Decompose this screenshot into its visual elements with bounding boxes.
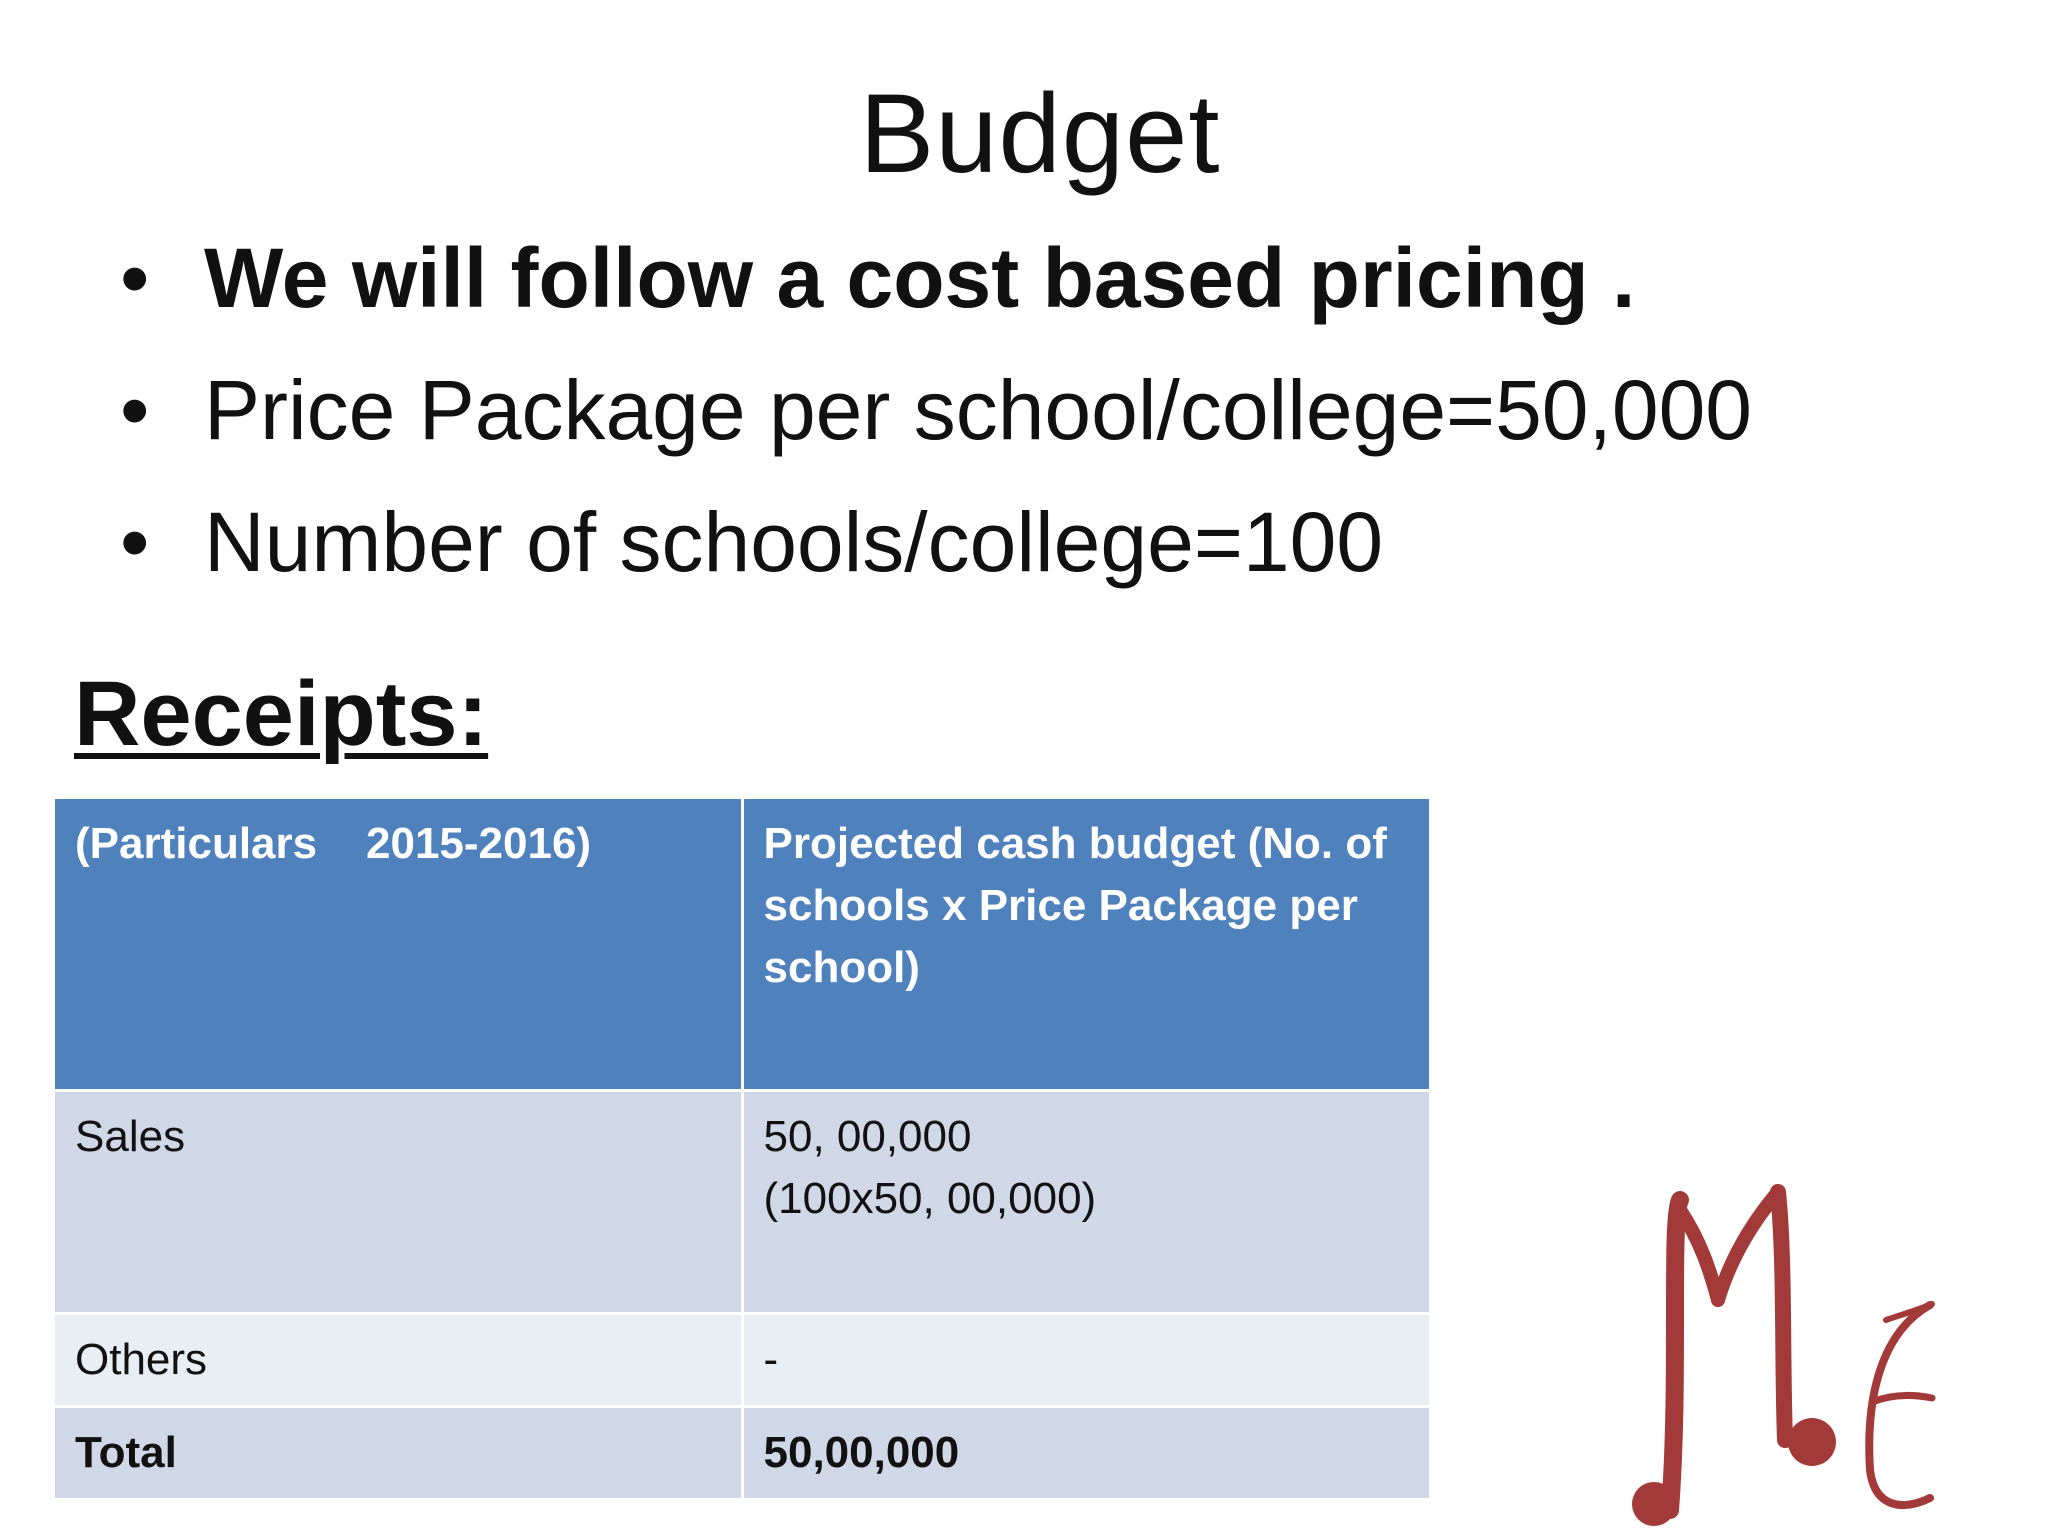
table-row — [54, 1407, 1431, 1500]
others-label: Others — [75, 1335, 208, 1384]
header-particulars — [54, 798, 743, 1091]
total-value: 50,00,000 — [763, 1428, 960, 1477]
row-label-sales — [54, 1091, 743, 1314]
row-value-total — [742, 1407, 1431, 1500]
bullet-item-number-of-schools: • Number of schools/college=100 — [120, 476, 1920, 608]
logo-note-dot-left — [1632, 1482, 1676, 1526]
bullet-item-pricing: • We will follow a cost based pricing . — [120, 212, 1920, 344]
header-projected-budget — [742, 798, 1431, 1091]
row-label-others — [54, 1314, 743, 1407]
row-value-sales — [742, 1091, 1431, 1314]
logo-m-diagonal-left — [1680, 1210, 1718, 1300]
bullet-list — [120, 212, 1920, 608]
row-label-total — [54, 1407, 743, 1500]
bullet-item-price-package: • Price Package per school/college=50,000 — [120, 344, 1920, 476]
header-projected-budget-text: Projected cash budget (No. of schools x Price Package per school) — [763, 819, 1400, 992]
sales-value: 50, 00,000 (100x50, 00,000) — [763, 1112, 1097, 1223]
logo-e-spine — [1869, 1305, 1930, 1505]
receipts-heading: Receipts: — [74, 663, 489, 765]
table-row — [54, 1314, 1431, 1407]
logo-e-middle — [1872, 1395, 1932, 1402]
others-value: - — [763, 1335, 779, 1384]
logo-m-diagonal-right — [1718, 1192, 1778, 1300]
row-value-others — [742, 1314, 1431, 1407]
total-label: Total — [75, 1428, 177, 1477]
sales-label: Sales — [75, 1112, 186, 1161]
logo-m-right-stem — [1778, 1192, 1785, 1440]
receipts-table — [52, 796, 1432, 1501]
logo-note-dot-right — [1788, 1418, 1836, 1466]
table-header-row — [54, 798, 1431, 1091]
me-logo — [1600, 1180, 1960, 1530]
header-particulars-text: (Particulars 2015-2016) — [75, 819, 592, 868]
table-row — [54, 1091, 1431, 1314]
slide-title: Budget — [859, 71, 1221, 196]
logo-m-left-stem — [1670, 1200, 1680, 1510]
